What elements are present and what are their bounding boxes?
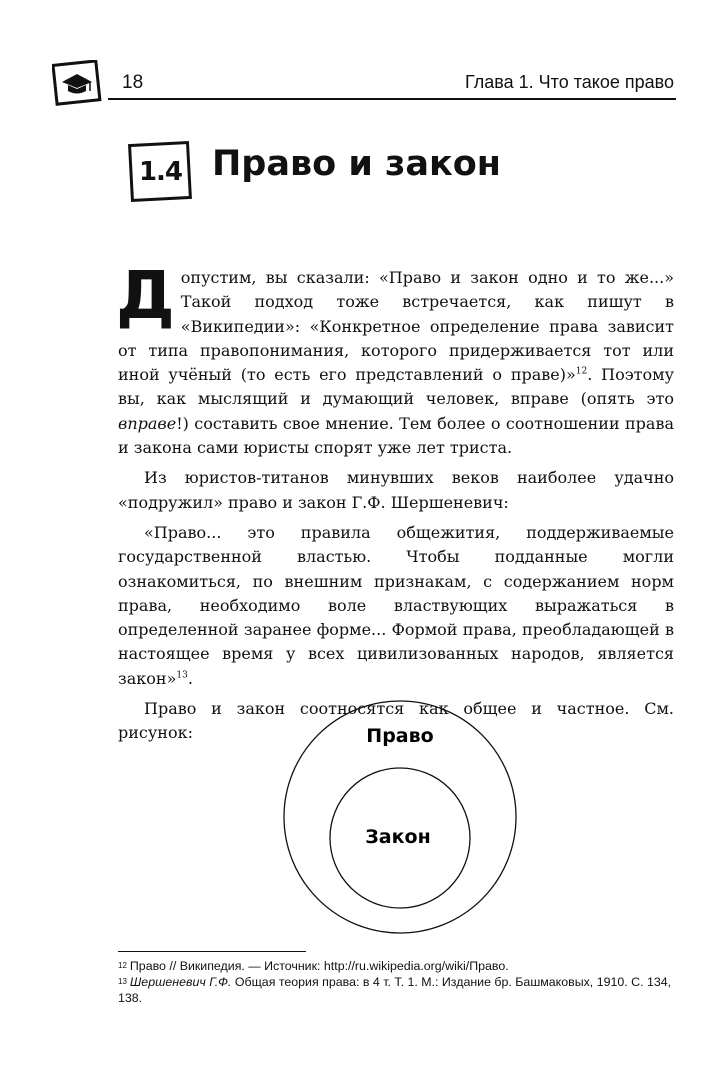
paragraph-1-text-c: !) составить свое мнение. Тем более о соотношении права и закона сами юристы спорят уже лет триста. — [118, 413, 674, 458]
footnote-13-text: Общая теория права: в 4 т. Т. 1. М.: Издание бр. Башмаковых, 1910. С. 134, 138. — [118, 975, 672, 1005]
footnote-ref-12: 12 — [575, 366, 588, 377]
page-number: 18 — [122, 72, 144, 93]
footnote-13-number: 13 — [118, 977, 127, 986]
paragraph-1-emphasis: вправе — [118, 413, 177, 433]
paragraph-1 — [116, 257, 675, 460]
footnote-12 — [118, 958, 674, 974]
section-title: Право и закон — [212, 144, 501, 184]
paragraph-1-text-b: . Поэтому вы, как мыслящий и думающий человек, вправе (опять это — [118, 365, 675, 409]
quote-end: . — [187, 668, 193, 688]
footnotes — [118, 958, 674, 1006]
footnote-13-author: Шершеневич Г.Ф. — [129, 975, 232, 989]
header-rule — [108, 98, 676, 100]
paragraph-3 — [118, 521, 674, 691]
footnote-rule — [118, 951, 306, 952]
paragraph-4: Право и закон соотносятся как общее и частное. См. рисунок: — [118, 699, 674, 743]
inner-label: Закон — [365, 826, 431, 848]
paragraph-1-text-a: опустим, вы сказали: «Право и закон одно и то же...» Такой подход тоже встречается, как пишут в «Википедии»: «Конкретное определение права зависит от типа правопонимания, которого придерживается тот или иной учёный (то есть его представлений о праве)» — [118, 268, 674, 385]
body-text — [116, 257, 675, 746]
paragraph-2: Из юристов-титанов минувших веков наиболее удачно «подружил» право и закон Г.Ф. Шершеневич: — [118, 468, 674, 512]
footnote-12-number: 12 — [118, 961, 127, 970]
graduation-cap-icon — [52, 60, 102, 106]
chapter-title: Глава 1. Что такое право — [465, 72, 674, 92]
footnote-13 — [118, 974, 674, 1006]
outer-label: Право — [366, 725, 434, 747]
footnote-ref-13: 13 — [176, 670, 188, 681]
law-diagram — [280, 697, 520, 937]
section-number: 1.4 — [138, 157, 183, 187]
quote-text: «Право... это правила общежития, поддерживаемые государственной властью. Чтобы подданные могли ознакомиться, по внешним признакам, с содержанием норм права, необходимо воле властвующих выражаться в определенной заранее форме... Формой права, преобладающей в настоящее время у всех цивилизованных народов, является закон» — [118, 522, 674, 688]
drop-cap: Д — [116, 257, 175, 334]
footnote-12-text: Право // Википедия. — Источник: http://ru.wikipedia.org/wiki/Право. — [129, 959, 509, 973]
